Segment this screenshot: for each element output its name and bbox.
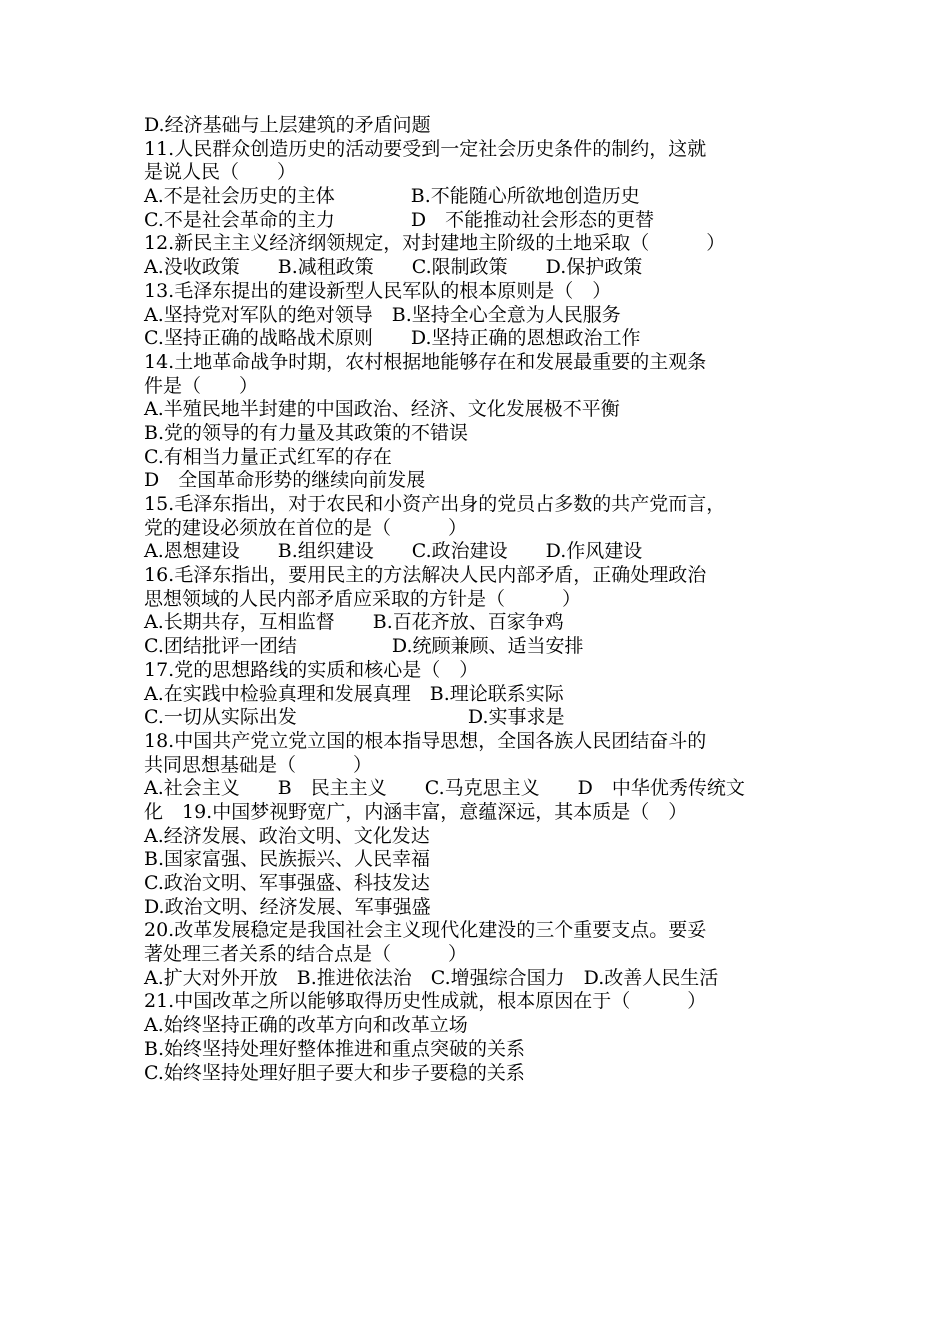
text-line: C.坚持正确的战略战术原则 D.坚持正确的恩想政治工作 bbox=[144, 327, 641, 350]
text-line: C.团结批评一团结 D.统顾兼顾、适当安排 bbox=[144, 635, 584, 658]
text-line: A.长期共存，互相监督 B.百花齐放、百家争鸡 bbox=[144, 611, 564, 634]
text-line: B.党的领导的有力量及其政策的不错误 bbox=[144, 421, 469, 444]
text-line: C.一切从实际出发 D.实事求是 bbox=[144, 706, 565, 729]
text-line: D 全国革命形势的继续向前发展 bbox=[144, 469, 426, 492]
text-line: A.没收政策 B.减租政策 C.限制政策 D.保护政策 bbox=[144, 256, 643, 279]
text-line: A.扩大对外开放 B.推进依法治 C.增强综合国力 D.改善人民生活 bbox=[144, 966, 719, 989]
text-line: A.始终坚持正确的改革方向和改革立场 bbox=[144, 1014, 468, 1037]
text-line: 是说人民（ ） bbox=[144, 161, 297, 184]
text-line: C.政治文明、军事强盛、科技发达 bbox=[144, 872, 430, 894]
text-line: 16.毛泽东指出，要用民主的方法解决人民内部矛盾，正确处理政治 bbox=[144, 564, 707, 587]
text-line: A.不是社会历史的主体 B.不能随心所欲地创造历史 bbox=[144, 185, 640, 208]
text-line: 13.毛泽东提出的建设新型人民军队的根本原则是（ ） bbox=[144, 279, 612, 302]
text-line: 18.中国共产党立党立国的根本指导思想，全国各族人民团结奋斗的 bbox=[144, 729, 707, 752]
text-line: C.不是社会革命的主力 D 不能推动社会形态的更替 bbox=[144, 208, 655, 231]
text-line: 件是（ ） bbox=[144, 374, 259, 397]
text-line: 党的建设必须放在首位的是（ ） bbox=[144, 516, 468, 539]
text-line: 20.改革发展稳定是我国社会主义现代化建没的三个重要支点。要妥 bbox=[144, 919, 707, 942]
text-line: 化 19.中国梦视野宽广，内涵丰富，意蕴深远，其本质是（ ） bbox=[144, 800, 688, 823]
text-line: A.在实践中检验真理和发展真理 B.理论联系实际 bbox=[144, 682, 564, 705]
text-line: A.社会主义 B 民主主义 C.马克思主义 D 中华优秀传统文 bbox=[144, 777, 745, 800]
text-line: A.经济发展、政治文明、文化发达 bbox=[144, 824, 430, 847]
text-line: A.半殖民地半封建的中国政治、经济、文化发展极不平衡 bbox=[144, 398, 620, 421]
text-line: C.始终坚持处理好胆子要大和步子要稳的关系 bbox=[144, 1061, 525, 1084]
text-line: D.经济基础与上层建筑的矛盾问题 bbox=[144, 114, 431, 136]
text-line: B.始终坚持处理好整体推进和重点突破的关系 bbox=[144, 1037, 526, 1060]
text-line: 15.毛泽东指出，对于农民和小资产出身的党员占多数的共产党而言， bbox=[144, 493, 726, 515]
text-line: 12.新民主主义经济纲领规定，对封建地主阶级的土地采取（ ） bbox=[144, 232, 726, 255]
text-line: 14.土地革命战争时期，农村根据地能够存在和发展最重要的主观条 bbox=[144, 350, 707, 373]
text-line: 17.党的思想路线的实质和核心是（ ） bbox=[144, 658, 479, 681]
text-line: 共同思想基础是（ ） bbox=[144, 753, 373, 776]
document-page bbox=[144, 114, 824, 1085]
text-line: A.恩想建设 B.组织建设 C.政治建设 D.作风建设 bbox=[144, 540, 643, 563]
text-line: 著处理三者关系的结合点是（ ） bbox=[144, 943, 468, 966]
text-line: C.有相当力量正式红军的存在 bbox=[144, 445, 392, 468]
text-line: B.国家富强、民族振兴、人民幸福 bbox=[144, 848, 431, 871]
text-line: 思想领域的人民内部矛盾应采取的方针是（ ） bbox=[144, 587, 582, 610]
text-line: A.坚持党对军队的绝对领导 B.坚持全心全意为人民服务 bbox=[144, 303, 621, 326]
text-line: D.政治文明、经济发展、军事强盛 bbox=[144, 895, 431, 918]
text-line: 21.中国改革之所以能够取得历史性成就，根本原因在于（ ） bbox=[144, 990, 707, 1013]
text-line: 11.人民群众创造历史的活动要受到一定社会历史条件的制约，这就 bbox=[144, 137, 707, 160]
